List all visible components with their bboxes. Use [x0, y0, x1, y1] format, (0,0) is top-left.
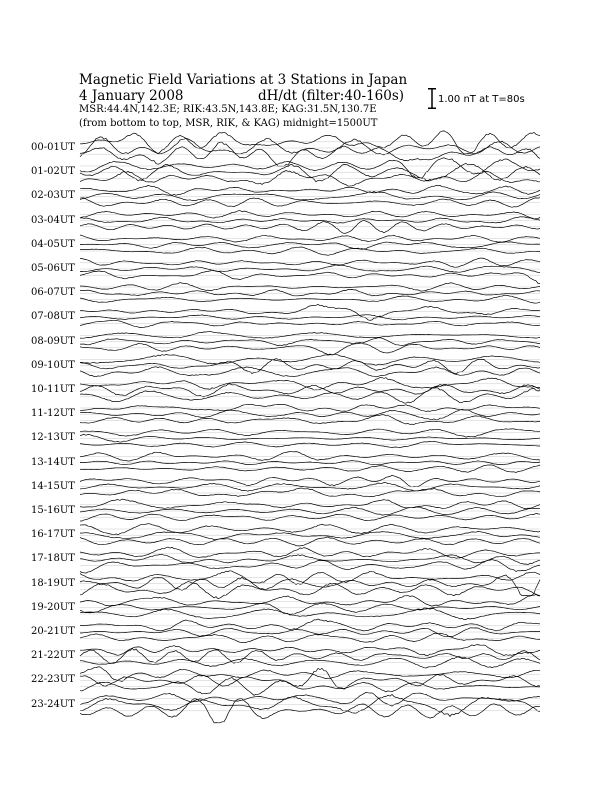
- waveform-trace-kag: [80, 547, 540, 558]
- waveform-trace-kag: [80, 304, 540, 320]
- waveform-trace-msr: [80, 270, 540, 283]
- hour-label: 02-03UT: [31, 190, 75, 202]
- waveform-trace-msr: [80, 343, 540, 356]
- waveform-trace-rik: [80, 242, 540, 250]
- waveform-trace-rik: [80, 217, 540, 223]
- hour-label: 06-07UT: [31, 287, 75, 299]
- waveform-trace-kag: [80, 211, 540, 219]
- hour-label: 10-11UT: [31, 384, 75, 395]
- hour-label: 05-06UT: [31, 263, 75, 274]
- hour-label: 20-21UT: [31, 626, 75, 637]
- hour-label: 12-13UT: [31, 432, 75, 444]
- waveform-trace-rik: [80, 137, 540, 157]
- waveform-trace-rik: [80, 409, 540, 420]
- waveform-trace-kag: [80, 131, 540, 154]
- chart-title: Magnetic Field Variations at 3 Stations in Japan: [79, 72, 408, 88]
- hour-label: 18-19UT: [31, 577, 75, 589]
- hour-label: 23-24UT: [31, 698, 75, 710]
- waveform-trace-rik: [80, 575, 540, 596]
- hour-label: 01-02UT: [31, 166, 75, 178]
- filter-label: dH/dt (filter:40-160s): [258, 88, 405, 104]
- hour-label: 21-22UT: [31, 650, 75, 662]
- waveform-trace-msr: [80, 582, 540, 599]
- waveform-trace-kag: [80, 619, 540, 631]
- hour-label: 13-14UT: [31, 456, 75, 468]
- waveform-trace-kag: [80, 475, 540, 487]
- waveform-trace-rik: [80, 648, 540, 663]
- trace-order-note: (from bottom to top, MSR, RIK, & KAG) midnight=1500UT: [79, 118, 378, 129]
- hour-label: 08-09UT: [31, 335, 75, 347]
- waveform-trace-rik: [80, 191, 540, 200]
- hour-label: 00-01UT: [31, 142, 75, 153]
- hour-label: 04-05UT: [31, 238, 75, 250]
- hour-label: 09-10UT: [31, 359, 75, 371]
- waveform-trace-msr: [80, 320, 540, 327]
- hour-label: 17-18UT: [31, 553, 75, 565]
- scale-label: 1.00 nT at T=80s: [438, 94, 525, 105]
- waveform-trace-rik: [80, 265, 540, 273]
- waveform-trace-rik: [80, 290, 540, 296]
- hour-label: 19-20UT: [31, 601, 75, 613]
- waveform-trace-kag: [80, 158, 540, 178]
- waveform-trace-rik: [80, 384, 540, 397]
- waveform-trace-rik: [80, 359, 540, 374]
- waveform-trace-kag: [80, 524, 540, 535]
- waveform-trace-kag: [80, 499, 540, 508]
- station-coordinates: MSR:44.4N,142.3E; RIK:43.5N,143.8E; KAG:31.5N,130.7E: [79, 104, 377, 115]
- waveform-trace-msr: [80, 415, 540, 425]
- waveform-trace-kag: [80, 429, 540, 437]
- hour-label: 15-16UT: [31, 505, 75, 516]
- hour-label: 07-08UT: [31, 311, 75, 323]
- waveform-trace-msr: [80, 488, 540, 497]
- waveform-trace-kag: [80, 595, 540, 607]
- hour-label: 16-17UT: [31, 529, 75, 541]
- hour-label: 22-23UT: [31, 674, 75, 686]
- waveform-trace-rik: [80, 531, 540, 539]
- hour-label: 14-15UT: [31, 480, 75, 492]
- chart-date: 4 January 2008: [79, 88, 184, 104]
- hour-label: 11-12UT: [31, 408, 75, 420]
- waveform-trace-kag: [80, 332, 540, 339]
- hour-label: 03-04UT: [31, 214, 75, 226]
